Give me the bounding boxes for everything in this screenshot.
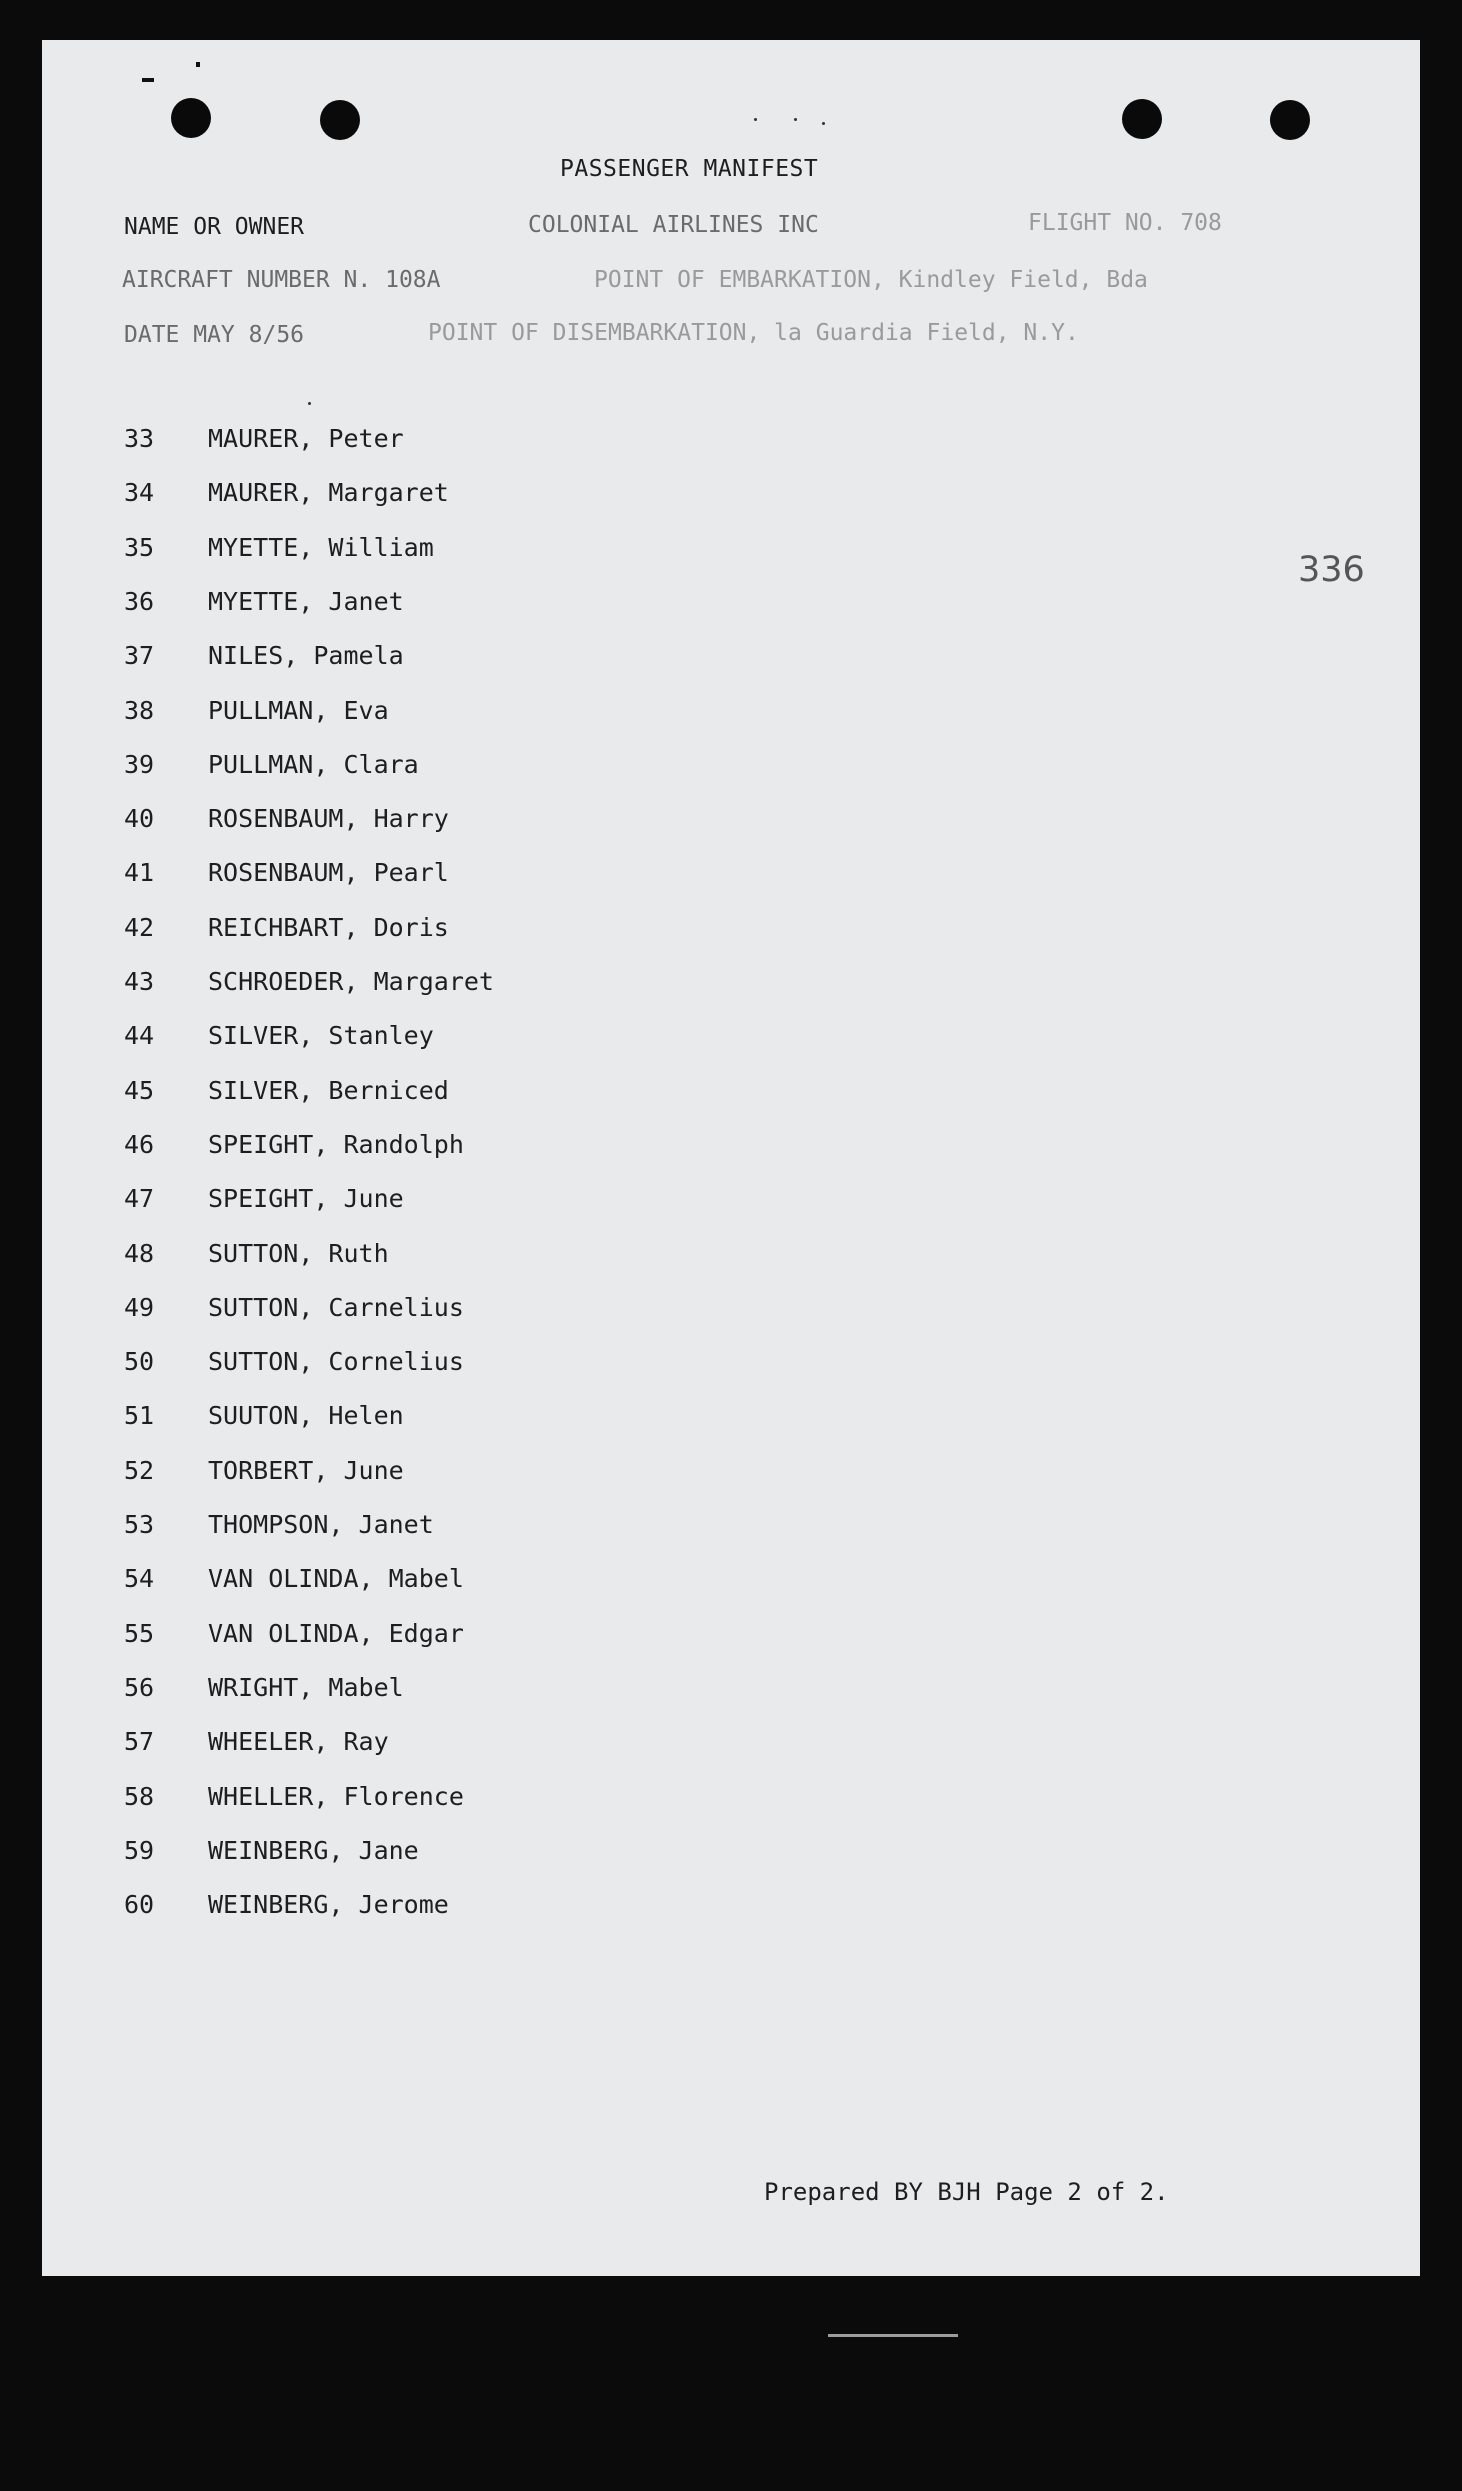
aircraft-number: AIRCRAFT NUMBER N. 108A (122, 267, 441, 293)
passenger-number: 48 (124, 1239, 155, 1268)
prepared-by-footer: Prepared BY BJH Page 2 of 2. (764, 2178, 1169, 2206)
passenger-number: 58 (124, 1782, 155, 1811)
passenger-name: WHELLER, Florence (208, 1782, 464, 1811)
passenger-name: SPEIGHT, Randolph (208, 1130, 464, 1159)
punch-hole-right-inner (1122, 99, 1162, 139)
passenger-number: 57 (124, 1727, 155, 1756)
passenger-name: MAURER, Peter (208, 424, 404, 453)
passenger-name: WHEELER, Ray (208, 1727, 389, 1756)
passenger-number: 41 (124, 858, 155, 887)
passenger-number: 54 (124, 1564, 155, 1593)
passenger-name: MYETTE, Janet (208, 587, 404, 616)
passenger-number: 56 (124, 1673, 155, 1702)
passenger-name: SPEIGHT, June (208, 1184, 404, 1213)
passenger-name: WEINBERG, Jane (208, 1836, 419, 1865)
punch-hole-left-outer (171, 98, 211, 138)
ink-mark (196, 62, 200, 67)
passenger-name: WRIGHT, Mabel (208, 1673, 404, 1702)
passenger-name: SUTTON, Cornelius (208, 1347, 464, 1376)
owner-label: NAME OR OWNER (124, 214, 305, 240)
speck (754, 118, 757, 121)
passenger-number: 38 (124, 696, 155, 725)
point-of-embarkation: POINT OF EMBARKATION, Kindley Field, Bda (594, 267, 1148, 293)
passenger-number: 60 (124, 1890, 155, 1919)
passenger-number: 42 (124, 913, 155, 942)
passenger-name: SCHROEDER, Margaret (208, 967, 494, 996)
passenger-number: 53 (124, 1510, 155, 1539)
passenger-number: 55 (124, 1619, 155, 1648)
page-stamp-number: 336 (1298, 550, 1365, 590)
speck (794, 118, 797, 121)
passenger-name: ROSENBAUM, Harry (208, 804, 449, 833)
passenger-name: SUTTON, Ruth (208, 1239, 389, 1268)
ink-mark (142, 78, 154, 82)
passenger-number: 35 (124, 533, 155, 562)
passenger-name: NILES, Pamela (208, 641, 404, 670)
passenger-name: SILVER, Stanley (208, 1021, 434, 1050)
passenger-name: TORBERT, June (208, 1456, 404, 1485)
manifest-page (42, 40, 1420, 2276)
passenger-name: WEINBERG, Jerome (208, 1890, 449, 1919)
passenger-name: REICHBART, Doris (208, 913, 449, 942)
passenger-name: MAURER, Margaret (208, 478, 449, 507)
passenger-number: 46 (124, 1130, 155, 1159)
passenger-name: SILVER, Berniced (208, 1076, 449, 1105)
passenger-name: ROSENBAUM, Pearl (208, 858, 449, 887)
passenger-number: 50 (124, 1347, 155, 1376)
passenger-number: 45 (124, 1076, 155, 1105)
punch-hole-right-outer (1270, 100, 1310, 140)
passenger-name: PULLMAN, Eva (208, 696, 389, 725)
owner-value: COLONIAL AIRLINES INC (528, 212, 819, 238)
speck (822, 122, 825, 125)
passenger-number: 36 (124, 587, 155, 616)
passenger-number: 47 (124, 1184, 155, 1213)
passenger-number: 51 (124, 1401, 155, 1430)
manifest-title: PASSENGER MANIFEST (560, 156, 819, 182)
passenger-number: 39 (124, 750, 155, 779)
passenger-number: 40 (124, 804, 155, 833)
point-of-disembarkation: POINT OF DISEMBARKATION, la Guardia Field, N.Y. (428, 320, 1079, 346)
passenger-name: THOMPSON, Janet (208, 1510, 434, 1539)
passenger-name: SUUTON, Helen (208, 1401, 404, 1430)
flight-number: FLIGHT NO. 708 (1028, 210, 1222, 236)
passenger-number: 37 (124, 641, 155, 670)
passenger-number: 34 (124, 478, 155, 507)
passenger-number: 44 (124, 1021, 155, 1050)
passenger-name: MYETTE, William (208, 533, 434, 562)
passenger-name: VAN OLINDA, Mabel (208, 1564, 464, 1593)
passenger-number: 59 (124, 1836, 155, 1865)
punch-hole-left-inner (320, 100, 360, 140)
speck (308, 402, 311, 405)
passenger-name: PULLMAN, Clara (208, 750, 419, 779)
passenger-number: 52 (124, 1456, 155, 1485)
manifest-date: DATE MAY 8/56 (124, 322, 305, 348)
passenger-number: 33 (124, 424, 155, 453)
passenger-name: SUTTON, Carnelius (208, 1293, 464, 1322)
passenger-name: VAN OLINDA, Edgar (208, 1619, 464, 1648)
scan-artifact-line (828, 2334, 958, 2337)
passenger-number: 49 (124, 1293, 155, 1322)
passenger-number: 43 (124, 967, 155, 996)
